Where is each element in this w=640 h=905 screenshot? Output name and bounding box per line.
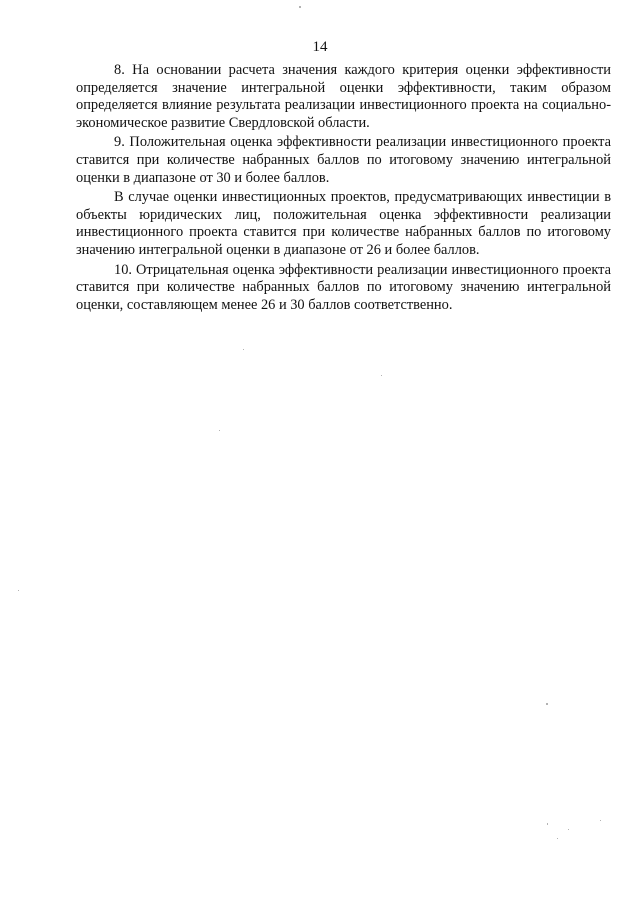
scan-speck <box>568 829 569 830</box>
page-number: 14 <box>312 39 328 55</box>
scan-speck <box>600 820 601 821</box>
scan-speck <box>299 6 301 8</box>
scan-speck <box>18 590 19 591</box>
paragraph-8: 8. На основании расчета значения каждого критерия оценки эффективности определяется значение интегральной оценки эффективности, таким образом определяется влияние результата реализации инвестиционного проекта на социально-экономическое развитие Свердловской области. <box>76 62 611 131</box>
paragraph-9-exception: В случае оценки инвестиционных проектов, предусматривающих инвестиции в объекты юридических лиц, положительная оценка эффективности реализации инвестиционного проекта ставится при количестве набранных баллов по итоговому значению интегральной оценки в диапазоне от 26 и более баллов. <box>76 189 611 258</box>
scan-speck <box>557 838 558 839</box>
scan-speck <box>381 375 382 376</box>
scan-speck <box>547 823 548 825</box>
scan-speck <box>546 703 548 705</box>
scan-speck <box>243 349 244 350</box>
document-body <box>76 62 611 316</box>
paragraph-9: 9. Положительная оценка эффективности реализации инвестиционного проекта ставится при количестве набранных баллов по итоговому значению интегральной оценки в диапазоне от 30 и более баллов. <box>76 134 611 186</box>
scan-speck <box>219 430 220 431</box>
paragraph-10: 10. Отрицательная оценка эффективности реализации инвестиционного проекта ставится при количестве набранных баллов по итоговому значению интегральной оценки, составляющем менее 26 и 30 баллов соответственно. <box>76 261 611 313</box>
